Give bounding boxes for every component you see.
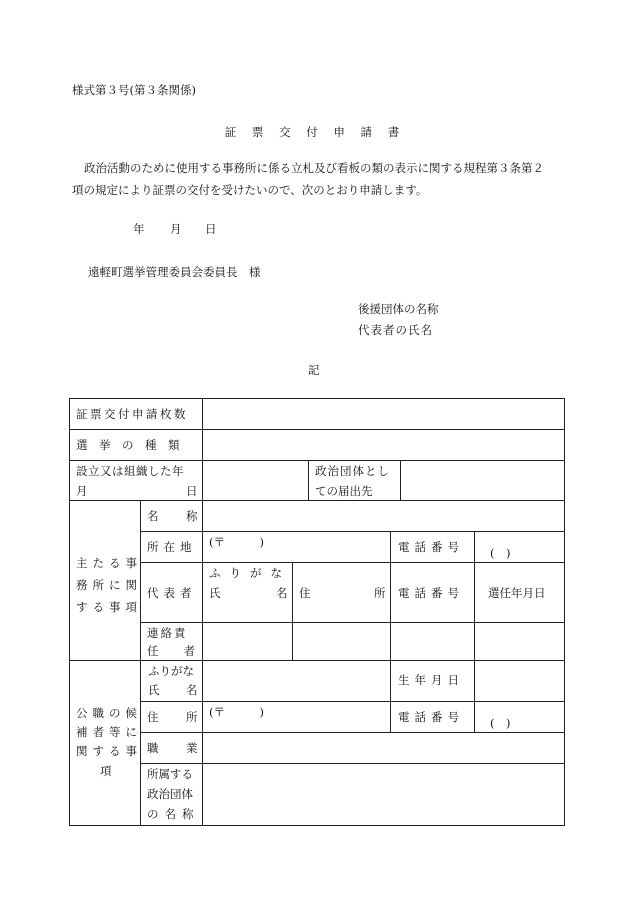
label-main-office-3: する事項 <box>76 600 142 614</box>
label-cand-shimei-b: 名 <box>186 683 198 697</box>
addressee: 遠軽町選挙管理委員会委員長 様 <box>88 265 261 279</box>
label-issue-count: 証票交付申請枚数 <box>76 407 188 421</box>
cand-phone-paren: ( ) <box>490 716 511 730</box>
body-line-2: 項の規定により証票の交付を受けたいので、次のとおり申請します。 <box>72 183 428 197</box>
label-name-a: 名 <box>147 509 159 523</box>
form-number: 様式第３号(第３条関係) <box>72 83 196 97</box>
label-shimei-b: 名 <box>276 586 288 600</box>
label-furigana-spaced: ふりがな <box>209 566 291 580</box>
label-cand-shimei-a: 氏 <box>148 683 160 697</box>
label-cand-address-b: 所 <box>186 710 198 724</box>
label-name-b: 称 <box>186 509 198 523</box>
label-established-2a: 月 <box>76 484 88 498</box>
label-address-b: 所 <box>374 586 386 600</box>
label-birth-date: 生年月日 <box>398 673 464 687</box>
page-title: 証 票 交 付 申 請 書 <box>224 125 406 139</box>
label-cand-address-a: 住 <box>147 710 159 724</box>
label-established-2b: 日 <box>186 484 198 498</box>
label-affil-3: の名称 <box>147 807 200 821</box>
label-candidate-3: 関する事 <box>76 744 142 758</box>
date-year: 年 <box>133 222 145 236</box>
label-occupation-b: 業 <box>186 741 198 755</box>
label-appointed-date: 選任年月日 <box>488 586 546 600</box>
label-location: 所在地 <box>147 540 197 554</box>
label-liaison-1: 連絡責 <box>147 626 188 640</box>
label-established-1: 設立又は組織した年 <box>76 464 184 478</box>
date-day: 日 <box>205 222 217 236</box>
label-shimei-a: 氏 <box>209 586 221 600</box>
label-phone-rep: 電話番号 <box>398 586 464 600</box>
label-affil-2: 政治団体 <box>147 787 193 801</box>
label-main-office-2: 務所に関 <box>76 578 142 592</box>
label-candidate-2: 補者等に <box>76 725 142 739</box>
label-main-office-1: 主たる事 <box>76 556 142 570</box>
applicant-org-name: 後援団体の名称 <box>358 302 439 316</box>
label-candidate-4: 項 <box>100 764 112 778</box>
label-political-group-1: 政治団体とし <box>315 464 390 478</box>
applicant-rep-name: 代表者の氏名 <box>358 323 433 337</box>
label-phone: 電話番号 <box>398 540 464 554</box>
cand-postal-mark: (〒 ) <box>209 705 264 719</box>
body-line-1: 政治活動のために使用する事務所に係る立札及び看板の類の表示に関する規程第３条第２ <box>84 161 544 175</box>
label-liaison-2: 任者 <box>147 644 220 658</box>
date-month: 月 <box>170 222 182 236</box>
label-election-type: 選 挙 の 種 類 <box>76 438 180 452</box>
label-political-group-2: ての届出先 <box>315 484 373 498</box>
label-affil-1: 所属する <box>147 767 193 781</box>
label-furigana: ふりがな <box>148 664 194 678</box>
label-occupation-a: 職 <box>147 741 159 755</box>
label-address-a: 住 <box>299 586 311 600</box>
label-representative: 代表者 <box>147 586 197 600</box>
label-cand-phone: 電話番号 <box>398 710 464 724</box>
postal-mark: (〒 ) <box>209 535 264 549</box>
label-candidate-1: 公職の候 <box>76 706 142 720</box>
phone-paren: ( ) <box>490 546 511 560</box>
ki-mark: 記 <box>308 363 320 377</box>
